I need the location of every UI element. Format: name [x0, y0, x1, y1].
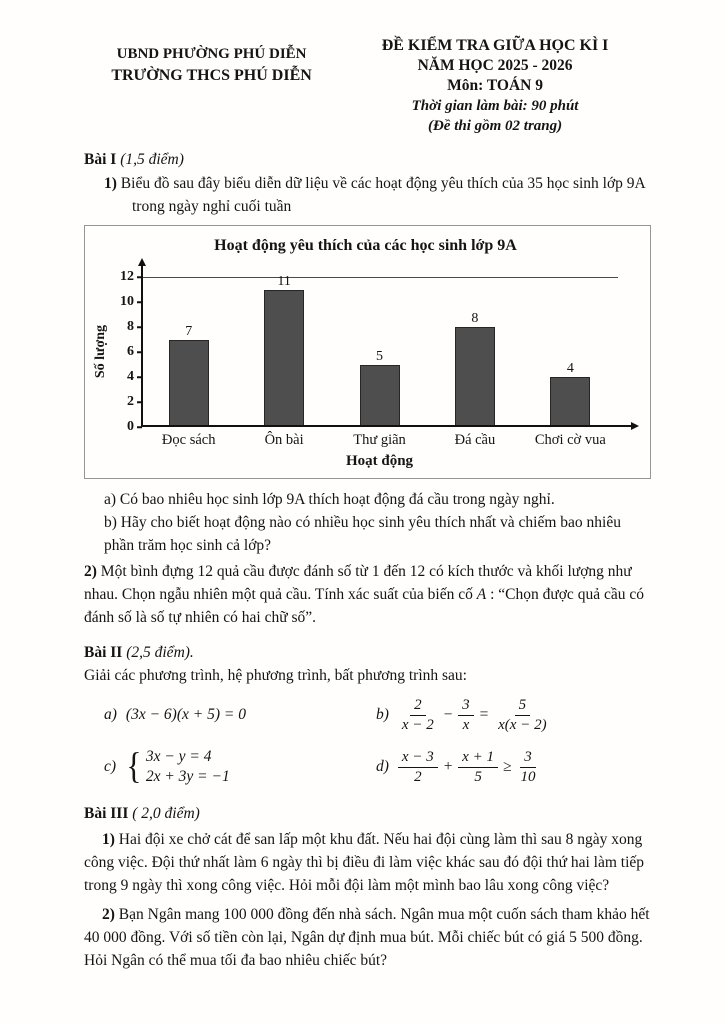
denominator: 5 — [474, 768, 482, 785]
operator: ≥ — [502, 758, 512, 775]
section-1-heading — [84, 148, 651, 171]
bar-value-label: 5 — [376, 348, 384, 364]
category-label: Thư giãn — [353, 432, 406, 448]
question-marker: 1) — [102, 831, 115, 848]
operator: − — [442, 706, 454, 723]
question-text: Hai đội xe chở cát để san lấp một khu đất. Nếu hai đội cùng làm thì sau 8 ngày xong công việc. Đội thứ nhất làm 6 ngày thì bị điều đi làm việc khác sau đó đội thứ hai làm tiếp trong 9 ngày thì xong công việc. Hỏi mỗi đội làm một mình bao lâu xong công việc? — [84, 831, 645, 894]
section-3-heading — [84, 802, 651, 825]
denominator: x − 2 — [401, 716, 434, 733]
question-text: Biểu đồ sau đây biểu diễn dữ liệu về các hoạt động yêu thích của 35 học sinh lớp 9A trong ngày nghỉ cuối tuần — [120, 175, 645, 215]
equation-system — [125, 747, 230, 787]
denominator: x(x − 2) — [498, 716, 547, 733]
question-marker: b) — [104, 514, 117, 531]
subject-line: Môn: TOÁN 9 — [447, 77, 543, 94]
x-axis-arrow-icon — [631, 422, 639, 430]
equation-b — [376, 697, 551, 733]
numerator: 5 — [515, 697, 531, 716]
bar-group — [523, 277, 618, 427]
chart-title: Hoạt động yêu thích của các học sinh lớp 9A — [214, 237, 517, 254]
numerator: 3 — [458, 697, 474, 716]
y-tick-label: 10 — [120, 294, 134, 309]
y-tick-label: 12 — [120, 269, 134, 284]
section-3-title: Bài III — [84, 805, 129, 822]
bar-chart — [84, 225, 651, 479]
section-1-points: (1,5 điểm) — [120, 151, 184, 168]
equation-expression — [398, 697, 551, 733]
question-1-1b — [104, 511, 651, 557]
bar-group — [332, 277, 427, 427]
bar-value-label: 8 — [471, 311, 479, 326]
chart-cats — [141, 432, 618, 449]
y-tick-label: 4 — [127, 369, 134, 384]
x-axis-label: Hoạt động — [345, 453, 414, 469]
bar-group — [141, 277, 236, 427]
denominator: x — [462, 716, 470, 733]
event-variable: A — [476, 586, 487, 603]
equation-marker: c) — [104, 757, 117, 775]
bar — [264, 290, 304, 428]
fraction — [398, 697, 438, 733]
section-2-points: (2,5 điểm). — [126, 644, 194, 661]
y-tick-label: 6 — [127, 344, 134, 359]
question-text: Hãy cho biết hoạt động nào có nhiều học sinh yêu thích nhất và chiếm bao nhiêu phần trăm học sinh cả lớp? — [104, 514, 621, 554]
issuing-authority-block — [84, 36, 339, 136]
bar — [360, 365, 400, 428]
question-marker: 2) — [84, 563, 97, 580]
section-2-title: Bài II — [84, 644, 123, 661]
y-axis-label: Số lượng — [93, 325, 108, 379]
school-year: NĂM HỌC 2025 - 2026 — [417, 57, 573, 74]
numerator: x − 3 — [398, 749, 438, 768]
page-count-note: (Đề thi gồm 02 trang) — [427, 118, 563, 134]
fraction — [398, 749, 438, 785]
school-name: TRƯỜNG THCS PHÚ DIỄN — [111, 67, 312, 84]
fraction — [458, 697, 474, 733]
equation-expression: (3x − 6)(x + 5) = 0 — [125, 706, 246, 723]
duration-line: Thời gian làm bài: 90 phút — [411, 98, 579, 114]
question-marker: a) — [104, 491, 117, 508]
question-text: Một bình đựng 12 quả cầu được đánh số từ 1 đến 12 có kích thước và khối lượng như nhau. Chọn ngẫu nhiên một quả cầu. Tính xác suất của biến cố — [84, 563, 632, 603]
fraction — [494, 697, 550, 733]
chart-body — [91, 263, 640, 434]
y-tick-rail — [111, 269, 141, 434]
y-tick-label: 8 — [127, 319, 134, 334]
denominator: 10 — [520, 768, 536, 785]
question-text: Có bao nhiêu học sinh lớp 9A thích hoạt động đá cầu trong ngày nghỉ. — [119, 491, 555, 508]
denominator: 2 — [414, 768, 422, 785]
equation-expression — [398, 749, 540, 785]
system-equation-2: 2x + 3y = −1 — [145, 768, 230, 785]
category-label: Đá cầu — [454, 432, 496, 448]
bar-group — [427, 277, 522, 427]
y-tick-label: 2 — [127, 394, 134, 409]
exam-header — [84, 36, 651, 136]
category-label: Chơi cờ vua — [534, 432, 606, 448]
numerator: 2 — [410, 697, 426, 716]
category-label: Ôn bài — [264, 432, 304, 448]
equation-d — [376, 749, 539, 785]
fraction — [516, 749, 539, 785]
numerator: x + 1 — [458, 749, 498, 768]
equation-row-1 — [104, 697, 651, 733]
chart-plot — [141, 273, 618, 427]
chart-bars — [141, 273, 618, 427]
system-equation-1: 3x − y = 4 — [145, 748, 212, 765]
bar-group — [236, 273, 331, 427]
question-marker: 1) — [104, 175, 117, 192]
equation-marker: a) — [104, 706, 117, 723]
system-lines — [146, 747, 230, 787]
bar-value-label: 4 — [566, 361, 574, 376]
question-1-1a — [104, 488, 651, 511]
fraction — [458, 749, 498, 785]
curly-brace — [126, 747, 141, 787]
question-text: Bạn Ngân mang 100 000 đồng đến nhà sách. Ngân mua một cuốn sách tham khảo hết 40 000 đồng. Với số tiền còn lại, Ngân dự định mua bút. Mỗi chiếc bút có giá 5 500 đồng. Hỏi Ngân có thể mua tối đa bao nhiêu chiếc bút? — [84, 906, 650, 969]
authority-name: UBND PHƯỜNG PHÚ DIỄN — [116, 46, 307, 62]
bar-value-label: 11 — [277, 273, 291, 289]
section-2-heading — [84, 641, 651, 664]
exam-title: ĐỀ KIỂM TRA GIỮA HỌC KÌ I — [381, 37, 609, 54]
question-marker: 2) — [102, 906, 115, 923]
y-axis-label-column — [91, 277, 111, 427]
bar — [169, 340, 209, 428]
question-text: : “Chọn được quả cầu có đánh số là số tự nhiên có hai chữ số”. — [84, 586, 644, 626]
y-tick-label: 0 — [127, 419, 134, 434]
bar — [455, 327, 495, 427]
x-axis-line — [141, 425, 632, 427]
section-1-title: Bài I — [84, 151, 117, 168]
question-3-1 — [84, 828, 651, 897]
exam-title-block — [339, 36, 651, 136]
equation-marker: b) — [376, 705, 389, 723]
operator: + — [442, 758, 454, 775]
question-1-2 — [84, 560, 651, 629]
equation-row-2 — [104, 747, 651, 787]
section-2-intro: Giải các phương trình, hệ phương trình, bất phương trình sau: — [84, 667, 467, 684]
y-axis-arrow-icon — [138, 258, 146, 266]
equation-c — [104, 747, 376, 787]
question-3-2 — [84, 903, 651, 972]
question-1-1 — [84, 172, 651, 218]
operator: = — [478, 706, 490, 723]
section-3-points: ( 2,0 điểm) — [132, 805, 200, 822]
equation-marker: d) — [376, 757, 389, 775]
bar — [550, 377, 590, 427]
bar-value-label: 7 — [185, 323, 193, 339]
equation-a — [104, 706, 376, 724]
numerator: 3 — [520, 749, 536, 768]
category-label: Đọc sách — [161, 432, 216, 448]
